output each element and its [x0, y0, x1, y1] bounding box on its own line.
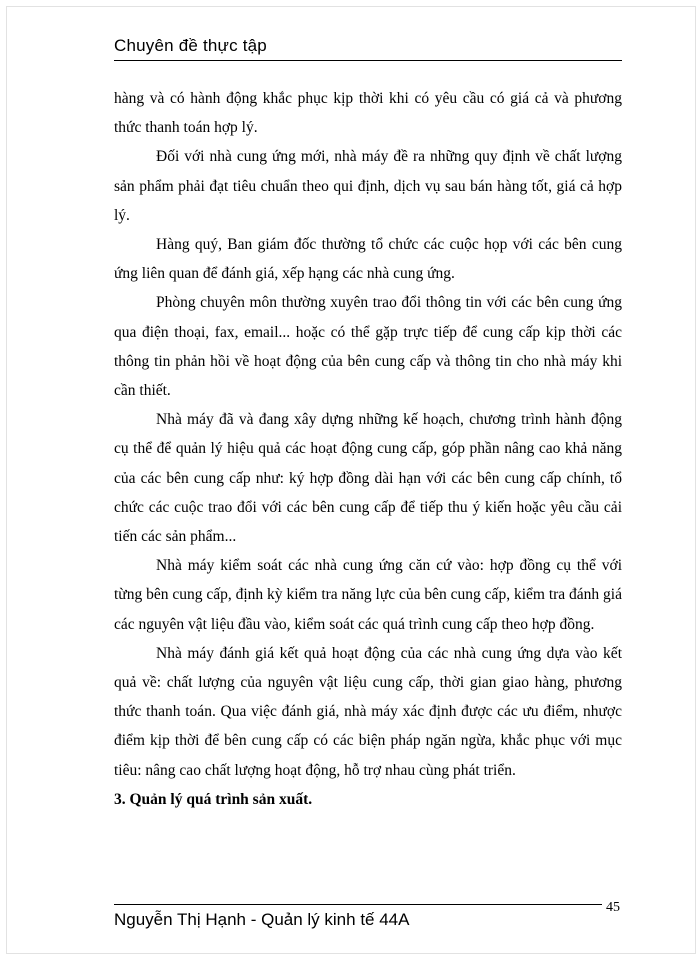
paragraph: Nhà máy đánh giá kết quả hoạt động của các nhà cung ứng dựa vào kết quả về: chất lượng của nguyên vật liệu cung cấp, thời gian giao hàng, phương thức thanh toán. Qua việc đánh giá, nhà máy xác định được các ưu điểm, nhược điểm kịp thời để bên cung cấp có các biện pháp ngăn ngừa, khắc phục với mục tiêu: nâng cao chất lượng hoạt động, hỗ trợ nhau cùng phát triển. [114, 644, 622, 779]
paragraph: Đối với nhà cung ứng mới, nhà máy đề ra những quy định về chất lượng sản phẩm phải đạt tiêu chuẩn theo qui định, dịch vụ sau bán hàng tốt, giá cả hợp lý. [114, 148, 622, 224]
document-body [114, 84, 622, 814]
footer-author: Nguyễn Thị Hạnh - Quản lý kinh tế 44A [114, 910, 410, 929]
paragraph: hàng và có hành động khắc phục kịp thời khi có yêu cầu có giá cả và phương thức thanh toán hợp lý. [114, 90, 622, 137]
page-header [114, 34, 622, 61]
paragraph: Phòng chuyên môn thường xuyên trao đổi thông tin với các bên cung ứng qua điện thoại, fax, email... hoặc có thể gặp trực tiếp để cung cấp kịp thời các thông tin phản hồi về hoạt động của bên cung cấp và thông tin cho nhà máy khi cần thiết. [114, 294, 622, 400]
paragraph: Nhà máy đã và đang xây dựng những kế hoạch, chương trình hành động cụ thể để quản lý hiệu quả các hoạt động cung cấp, góp phần nâng cao khả năng của các bên cung cấp như: ký hợp đồng dài hạn với các bên cung cấp chính, tổ chức các cuộc trao đổi với các bên cung cấp để tiếp thu ý kiến hoặc yêu cầu cải tiến các sản phẩm... [114, 411, 622, 546]
paragraph: Nhà máy kiểm soát các nhà cung ứng căn cứ vào: hợp đồng cụ thể với từng bên cung cấp, định kỳ kiểm tra năng lực của bên cung cấp, kiểm tra đánh giá các nguyên vật liệu đầu vào, kiểm soát các quá trình cung cấp theo hợp đồng. [114, 557, 622, 633]
footer-divider [114, 904, 602, 905]
page-number: 45 [606, 900, 620, 915]
header-title: Chuyên đề thực tập [114, 36, 267, 55]
section-heading: 3. Quản lý quá trình sản xuất. [114, 790, 313, 808]
paragraph: Hàng quý, Ban giám đốc thường tổ chức các cuộc họp với các bên cung ứng liên quan để đánh giá, xếp hạng các nhà cung ứng. [114, 236, 622, 283]
